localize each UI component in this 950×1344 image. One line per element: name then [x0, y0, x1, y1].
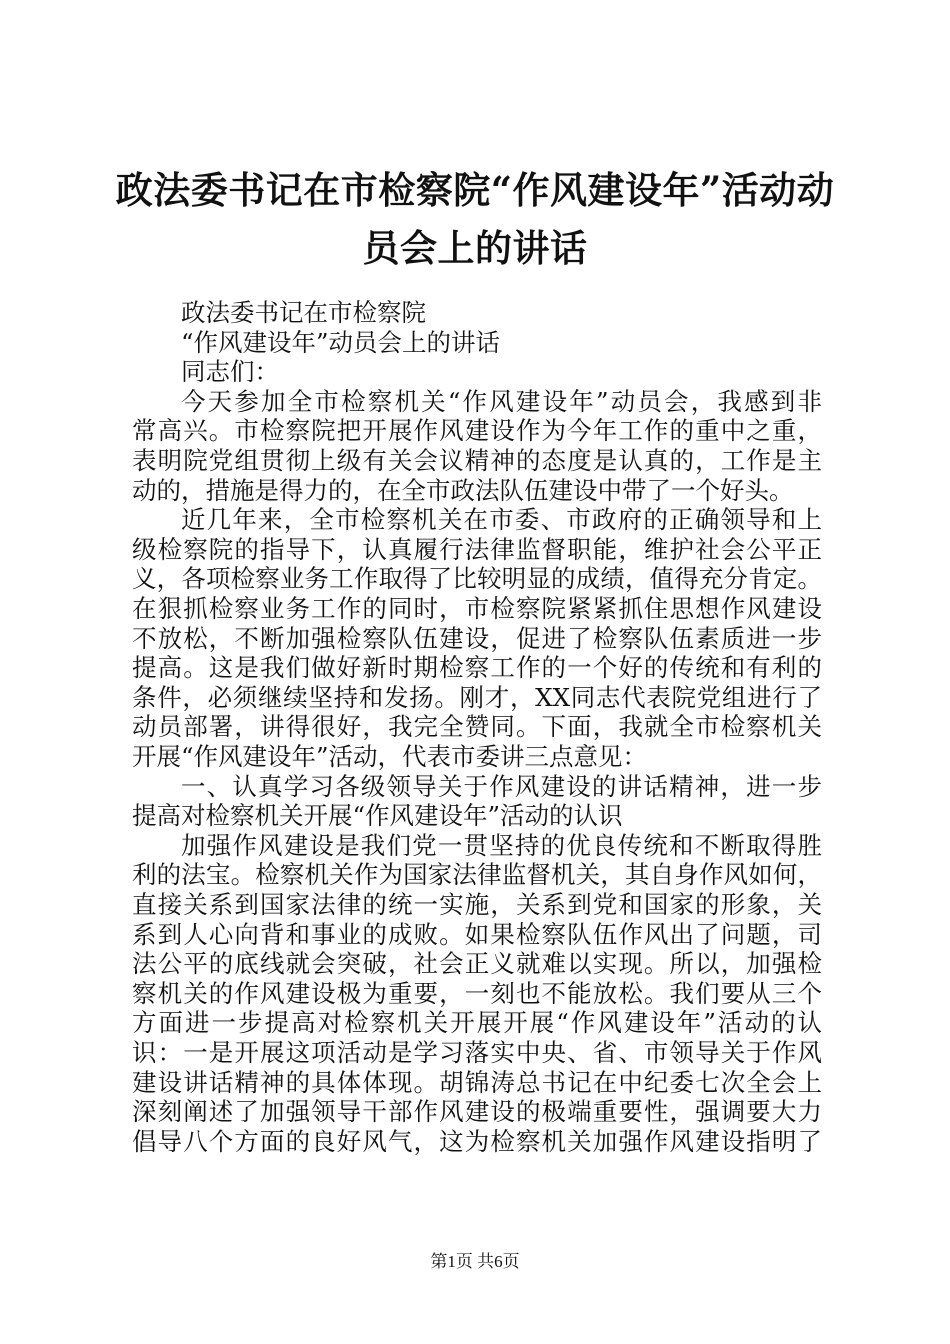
body-line: 常高兴。市检察院把开展作风建设作为今年工作的重中之重，	[132, 416, 822, 446]
body-line: 开展“作风建设年”活动，代表市委讲三点意见：	[132, 742, 648, 771]
document-title-line-2: 员会上的讲话	[362, 226, 588, 270]
body-line: 条件，必须继续坚持和发扬。刚才，XX同志代表院党组进行了	[132, 682, 822, 712]
body-line: 级检察院的指导下，认真履行法律监督职能，维护社会公平正	[132, 534, 822, 564]
body-line: 近几年来，全市检察机关在市委、市政府的正确领导和上	[181, 505, 822, 535]
subtitle-line-1: 政法委书记在市检察院	[181, 298, 426, 327]
body-line: 倡导八个方面的良好风气，这为检察机关加强作风建设指明了	[132, 1126, 822, 1156]
body-line: 直接关系到国家法律的统一实施，关系到党和国家的形象，关	[132, 890, 822, 919]
body-line: 方面进一步提高对检察机关开展开展“作风建设年”活动的认	[132, 1008, 822, 1038]
subtitle-line-2: “作风建设年”动员会上的讲话	[181, 327, 501, 357]
body-line: 表明院党组贯彻上级有关会议精神的态度是认真的，工作是主	[132, 446, 822, 475]
body-line: 义，各项检察业务工作取得了比较明显的成绩，值得充分肯定。	[132, 564, 822, 594]
section-heading-line-2: 提高对检察机关开展“作风建设年”活动的认识	[132, 801, 623, 831]
body-line: 建设讲话精神的具体体现。胡锦涛总书记在中纪委七次全会上	[132, 1067, 822, 1097]
body-line: 今天参加全市检察机关“作风建设年”动员会，我感到非	[181, 386, 822, 416]
body-line: 加强作风建设是我们党一贯坚持的优良传统和不断取得胜	[181, 830, 822, 860]
body-line: 提高。这是我们做好新时期检察工作的一个好的传统和有利的	[132, 653, 822, 683]
body-line: 系到人心向背和事业的成败。如果检察队伍作风出了问题，司	[132, 919, 822, 949]
body-line: 不放松，不断加强检察队伍建设，促进了检察队伍素质进一步	[132, 623, 822, 653]
document-title-line-1: 政法委书记在市检察院“作风建设年”活动动	[115, 168, 835, 212]
body-line: 动员部署，讲得很好，我完全赞同。下面，我就全市检察机关	[132, 712, 822, 742]
body-line: 利的法宝。检察机关作为国家法律监督机关，其自身作风如何，	[132, 860, 822, 890]
body-line: 在狠抓检察业务工作的同时，市检察院紧紧抓住思想作风建设	[132, 594, 822, 623]
body-line: 识：一是开展这项活动是学习落实中央、省、市领导关于作风	[132, 1038, 822, 1067]
body-line: 察机关的作风建设极为重要，一刻也不能放松。我们要从三个	[132, 978, 822, 1008]
salutation: 同志们：	[181, 357, 279, 387]
body-line: 动的，措施是得力的，在全市政法队伍建设中带了一个好头。	[132, 475, 794, 505]
body-line: 深刻阐述了加强领导干部作风建设的极端重要性，强调要大力	[132, 1097, 822, 1127]
page-indicator: 第1页 共6页	[430, 1252, 520, 1271]
section-heading-line-1: 一、认真学习各级领导关于作风建设的讲话精神，进一步	[181, 771, 822, 801]
body-line: 法公平的底线就会突破，社会正义就难以实现。所以，加强检	[132, 949, 822, 979]
